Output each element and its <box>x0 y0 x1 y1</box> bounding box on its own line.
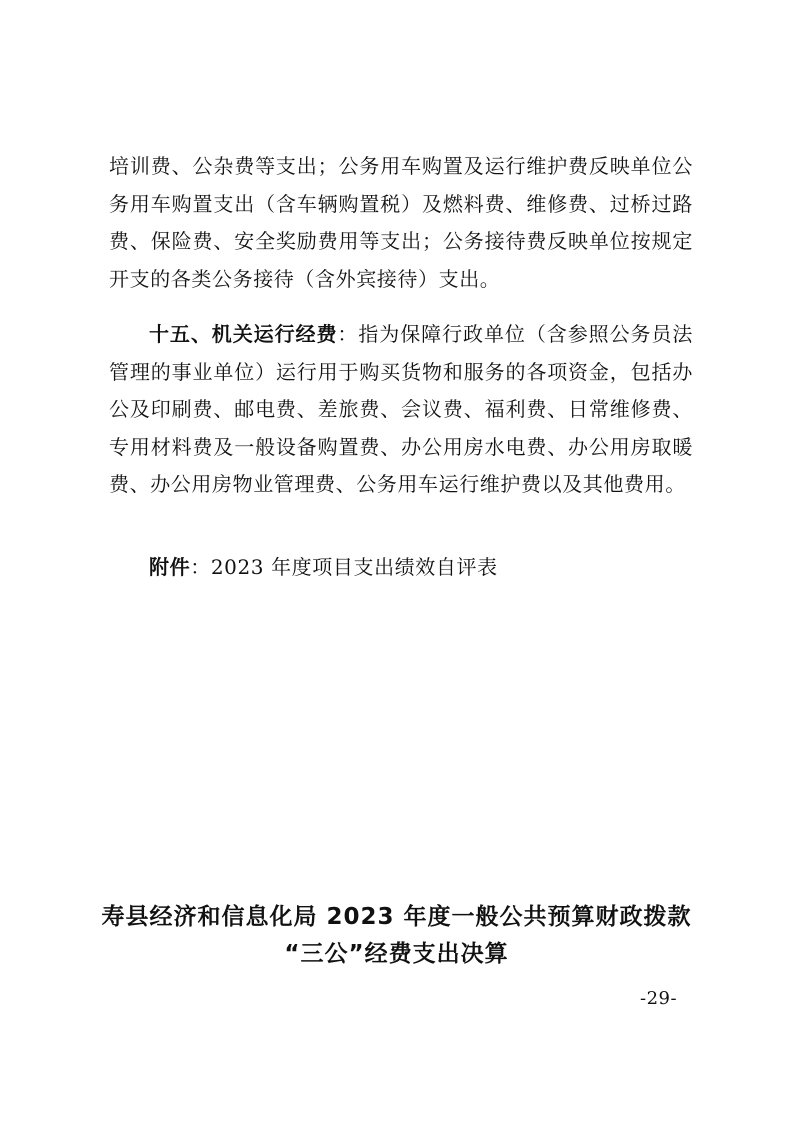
page-number: -29- <box>640 988 678 1009</box>
paragraph-agency-operating-expenses <box>109 316 693 504</box>
attachment-label: 附件 <box>149 555 191 579</box>
section-title-line-1: 寿县经济和信息化局 2023 年度一般公共预算财政拨款 <box>101 904 692 930</box>
attachment-separator: ： <box>190 555 211 579</box>
attachment-line <box>149 552 498 582</box>
paragraph-expense-definitions: 培训费、公杂费等支出；公务用车购置及运行维护费反映单位公务用车购置支出（含车辆购置税）及燃料费、维修费、过桥过路费、保险费、安全奖励费用等支出；公务接待费反映单位按规定开支的各类公务接待（含外宾接待）支出。 <box>109 154 693 291</box>
attachment-text: 2023 年度项目支出绩效自评表 <box>210 555 498 579</box>
item-heading: 十五、机关运行经费 <box>149 322 338 346</box>
section-title-line-2: “三公”经费支出决算 <box>284 941 509 967</box>
heading-separator: ： <box>337 322 359 346</box>
item-body: 指为保障行政单位（含参照公务员法管理的事业单位）运行用于购买货物和服务的各项资金，包括办公及印刷费、邮电费、差旅费、会议费、福利费、日常维修费、专用材料费及一般设备购置费、办公用房水电费、办公用房取暖费、办公用房物业管理费、公务用车运行维护费以及其他费用。 <box>109 322 693 496</box>
